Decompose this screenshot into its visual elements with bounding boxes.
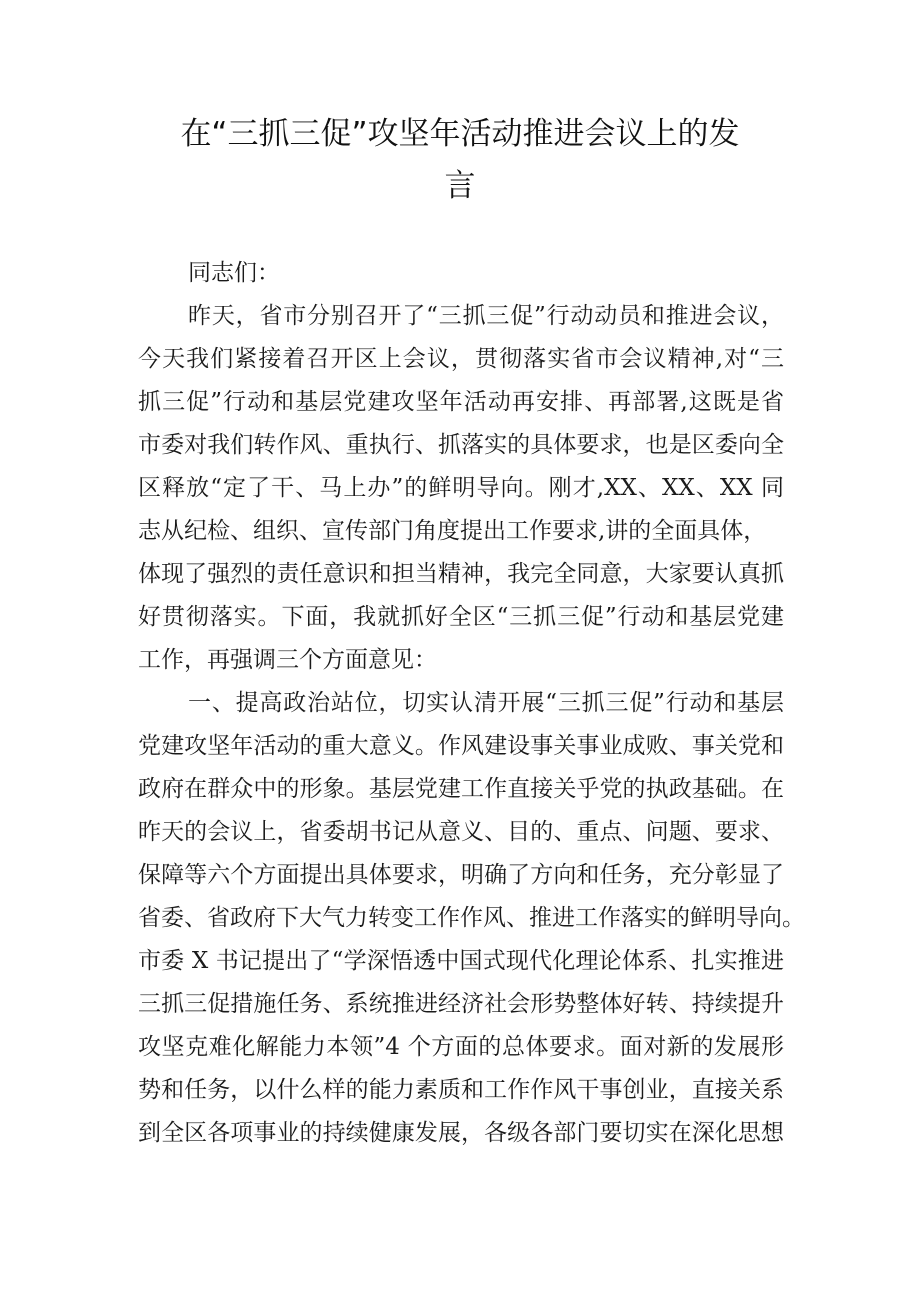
paragraph-1-line-1: 昨天，省市分别召开了“三抓三促”行动动员和推进会议， (188, 303, 784, 329)
document-title (130, 108, 790, 212)
paragraph-2-line-2: 党建攻坚年活动的重大意义。作风建设事关事业成败、事关党和 (138, 733, 784, 759)
paragraph-2-line-5: 保障等六个方面提出具体要求，明确了方向和任务，充分彰显了 (138, 862, 784, 888)
paragraph-1-line-4: 市委对我们转作风、重执行、抓落实的具体要求，也是区委向全 (138, 432, 784, 458)
paragraph-1-line-7: 体现了强烈的责任意识和担当精神，我完全同意，大家要认真抓 (138, 561, 784, 587)
title-line-1: 在“三抓三促”攻坚年活动推进会议上的发 (180, 116, 740, 152)
paragraph-2-line-10: 势和任务，以什么样的能力素质和工作作风干事创业，直接关系 (138, 1077, 784, 1103)
paragraph-2-line-8: 三抓三促措施任务、系统推进经济社会形势整体好转、持续提升 (138, 991, 784, 1017)
paragraph-2-line-3: 政府在群众中的形象。基层党建工作直接关乎党的执政基础。在 (138, 776, 784, 802)
paragraph-1-line-8: 好贯彻落实。下面，我就抓好全区“三抓三促”行动和基层党建 (138, 604, 784, 630)
paragraph-2-line-4: 昨天的会议上，省委胡书记从意义、目的、重点、问题、要求、 (138, 819, 784, 845)
paragraph-2-line-1: 一、提高政治站位，切实认清开展“三抓三促”行动和基层 (188, 690, 784, 716)
paragraph-1-line-3: 抓三促”行动和基层党建攻坚年活动再安排、再部署,这既是省 (138, 389, 784, 415)
paragraph-1-line-6: 志从纪检、组织、宣传部门角度提出工作要求,讲的全面具体， (138, 518, 767, 544)
paragraph-2-line-11: 到全区各项事业的持续健康发展，各级各部门要切实在深化思想 (138, 1120, 784, 1146)
salutation: 同志们： (188, 260, 280, 286)
paragraph-1-line-2: 今天我们紧接着召开区上会议，贯彻落实省市会议精神,对“三 (138, 346, 784, 372)
paragraph-2-line-7: 市委 X 书记提出了“学深悟透中国式现代化理论体系、扎实推进 (138, 948, 784, 974)
paragraph-1-line-5: 区释放“定了干、马上办”的鲜明导向。刚才,XX、XX、XX 同 (138, 475, 784, 501)
paragraph-2-line-6: 省委、省政府下大气力转变工作作风、推进工作落实的鲜明导向。 (138, 905, 805, 931)
paragraph-2-line-9: 攻坚克难化解能力本领”4 个方面的总体要求。面对新的发展形 (138, 1034, 784, 1060)
paragraph-1-line-9: 工作，再强调三个方面意见： (138, 647, 437, 673)
title-line-2: 言 (444, 168, 476, 204)
